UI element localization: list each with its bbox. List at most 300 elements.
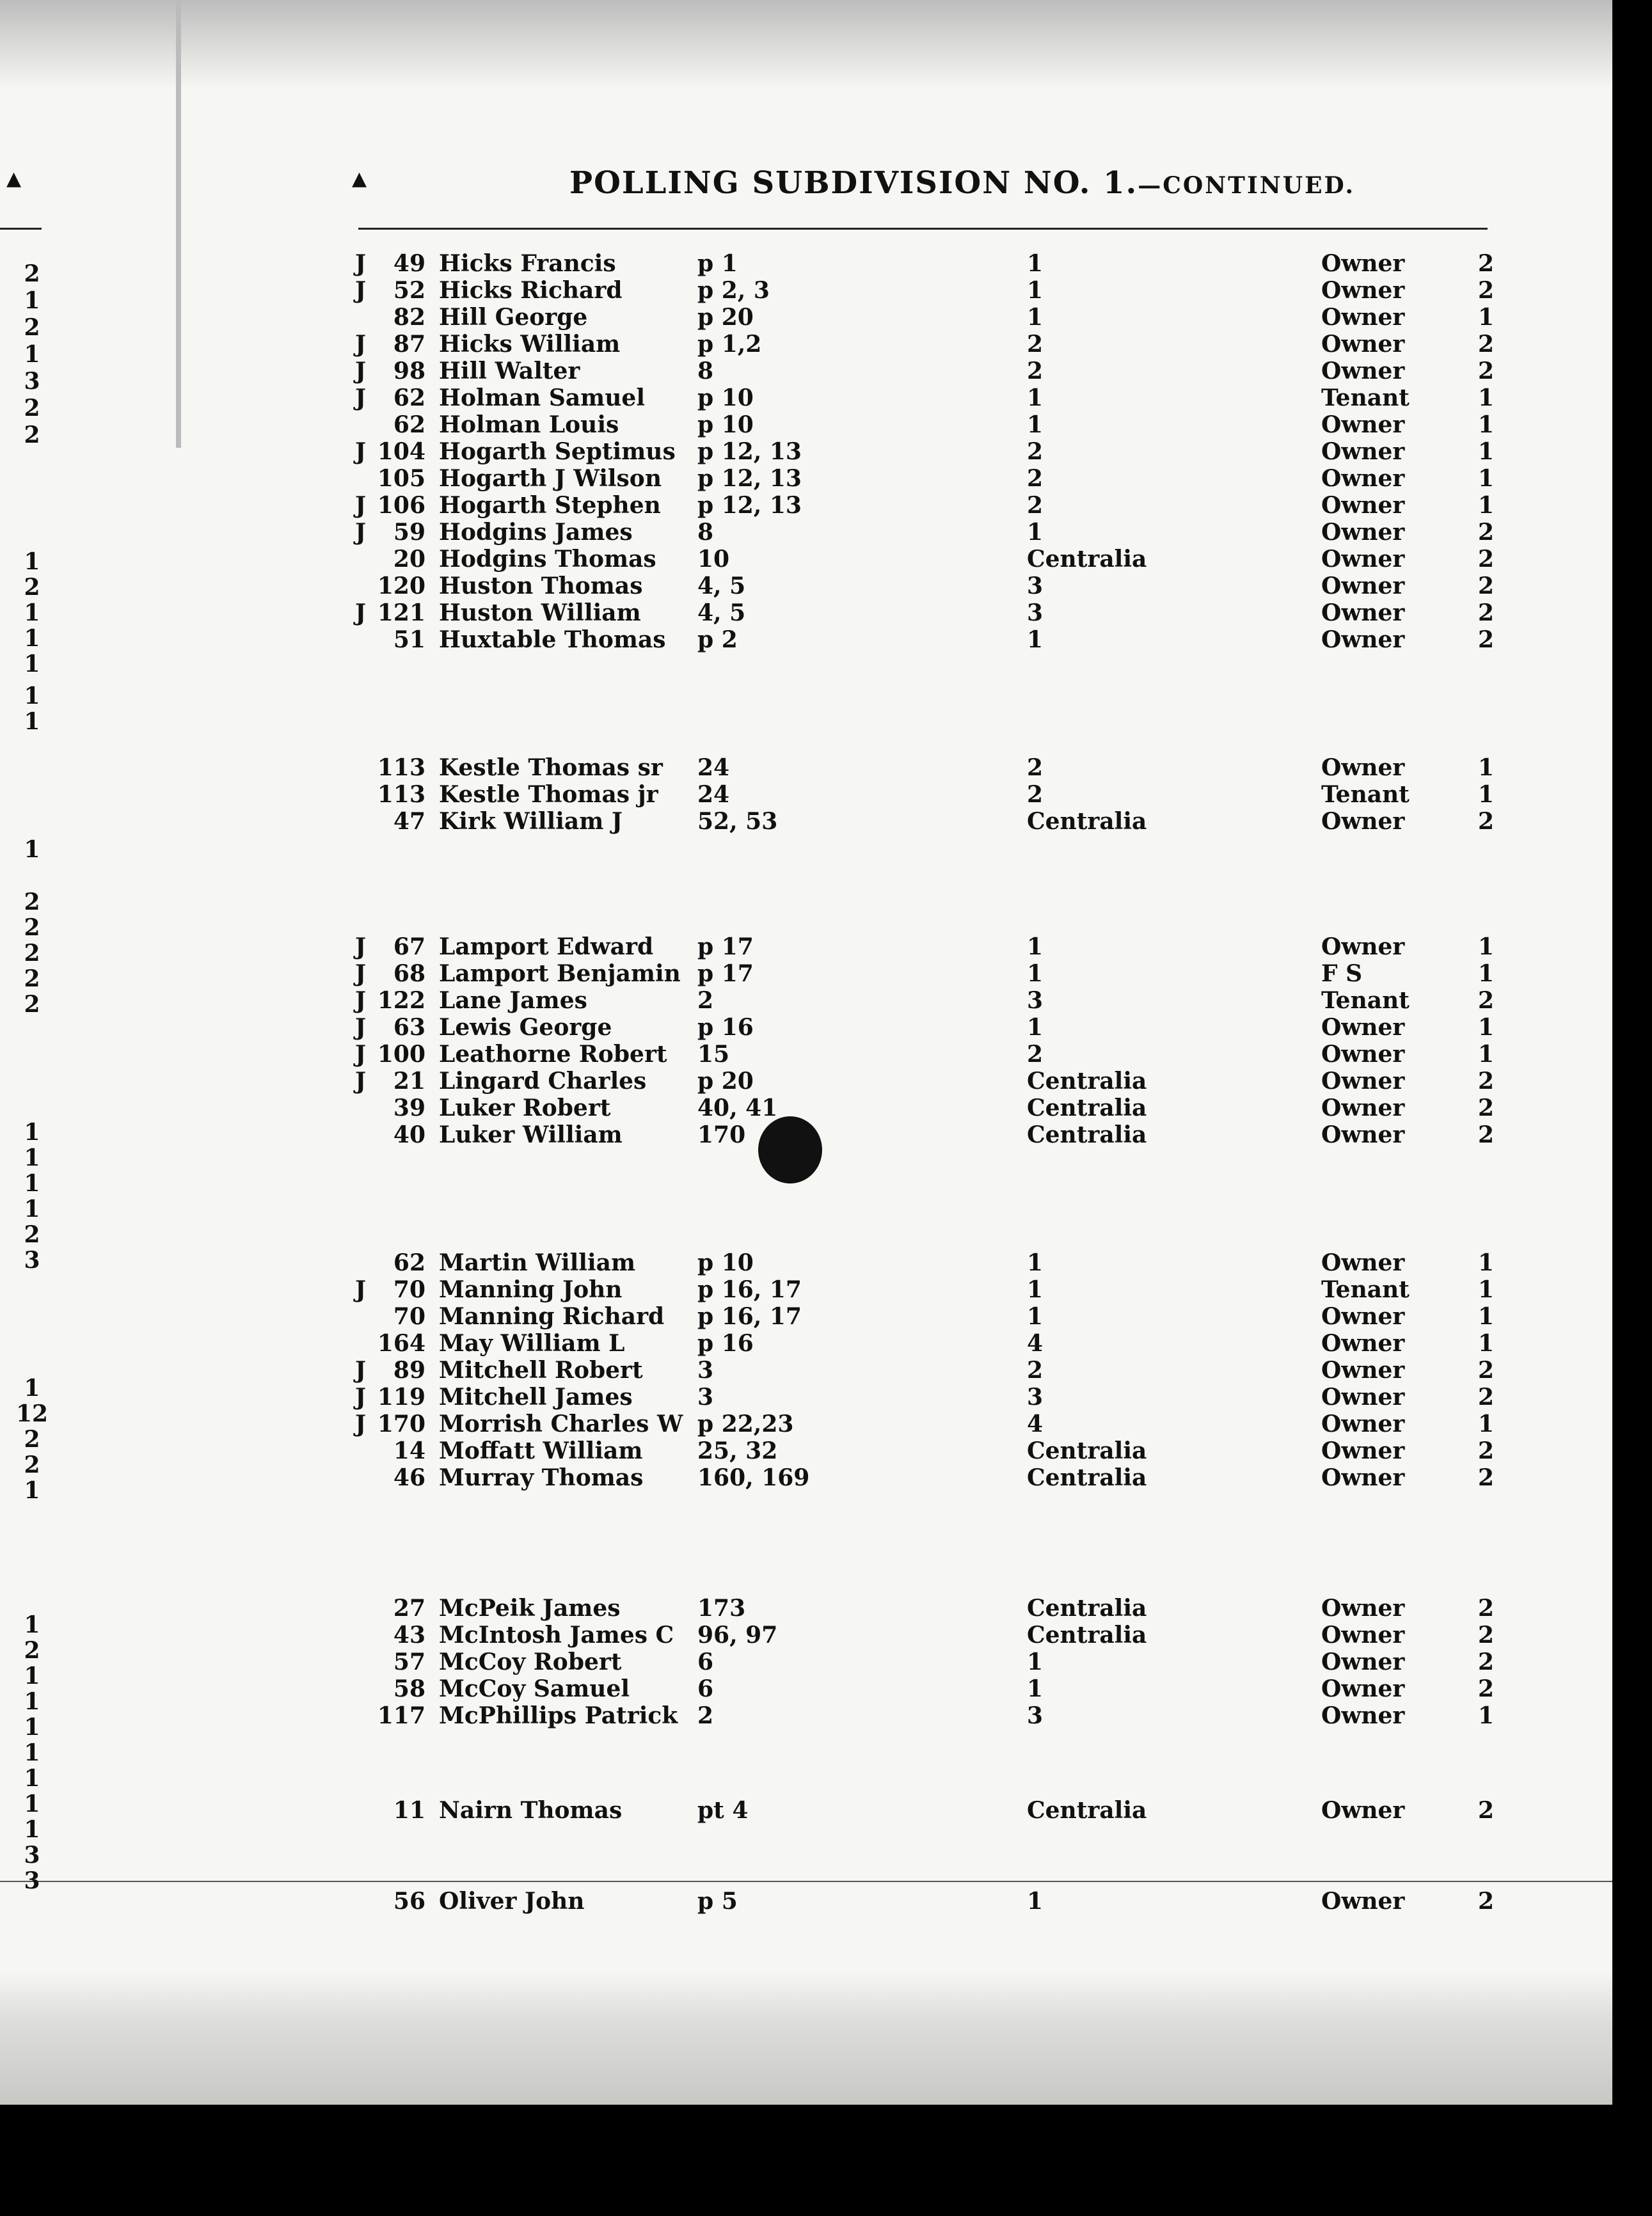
entry-class: 1 [1478,1014,1495,1041]
left-number: 1 [24,548,40,575]
entry-name: Moffatt William [439,1437,643,1464]
entry-lot: 4, 5 [697,599,746,626]
entry-concession: 1 [1027,519,1044,546]
entry-lot: 3 [697,1357,714,1384]
entry-title: Owner [1321,1797,1405,1824]
entry-lot: 10 [697,546,730,573]
left-number: 2 [24,914,40,941]
entry-title: Owner [1321,438,1405,465]
title-continued: —CONTINUED. [1138,172,1355,199]
table-row [0,988,1612,1013]
left-number: 1 [24,708,40,735]
entry-title: Owner [1321,1888,1405,1915]
entry-name: Martin William [439,1249,636,1276]
entry-name: McIntosh James C [439,1622,674,1649]
entry-title: Owner [1321,808,1405,835]
entry-class: 2 [1478,573,1495,599]
entry-lot: p 17 [697,960,754,987]
entry-title: Owner [1321,754,1405,781]
entry-title: Owner [1321,411,1405,438]
entry-number: 49 [393,250,425,277]
entry-concession: Centralia [1027,1095,1147,1121]
entry-name: Huston Thomas [439,573,643,599]
entry-lot: p 16, 17 [697,1303,802,1330]
entry-number: 119 [377,1384,425,1411]
entry-title: Owner [1321,1330,1405,1357]
entry-lot: p 1,2 [697,331,762,358]
entry-name: Nairn Thomas [439,1797,623,1824]
entry-number: 104 [377,438,425,465]
entry-concession: 2 [1027,781,1044,808]
entry-class: 2 [1478,1357,1495,1384]
entry-concession: Centralia [1027,1121,1147,1148]
entry-class: 2 [1478,1649,1495,1675]
left-number: 1 [24,287,40,314]
entry-concession: Centralia [1027,1797,1147,1824]
entry-title: Owner [1321,1357,1405,1384]
entry-class: 1 [1478,933,1495,960]
entry-name: Kestle Thomas sr [439,754,663,781]
entry-number: 70 [393,1276,425,1303]
entry-number: 14 [393,1437,425,1464]
left-number: 1 [24,1119,40,1146]
entry-flag: J [355,933,367,960]
entry-number: 82 [393,304,425,331]
left-number: 2 [24,422,40,448]
left-number: 1 [24,1663,40,1690]
entry-title: Owner [1321,1041,1405,1068]
entry-number: 68 [393,960,425,987]
entry-title: Owner [1321,1068,1405,1095]
entry-concession: 1 [1027,1675,1044,1702]
entry-class: 2 [1478,1595,1495,1622]
left-number: 1 [24,1816,40,1843]
entry-title: Owner [1321,1464,1405,1491]
entry-name: Holman Louis [439,411,619,438]
entry-number: 62 [393,411,425,438]
entry-concession: 4 [1027,1411,1044,1437]
table-row [0,439,1612,464]
entry-title: Owner [1321,1595,1405,1622]
entry-lot: p 1 [697,250,738,277]
entry-flag: J [355,1014,367,1041]
entry-flag: J [355,1276,367,1303]
table-row [0,278,1612,303]
left-number: 1 [24,1791,40,1817]
entry-title: Owner [1321,1702,1405,1729]
entry-number: 40 [393,1121,425,1148]
entry-number: 21 [393,1068,425,1095]
entry-lot: 2 [697,987,714,1014]
caret-mark-icon: ▲ [6,168,22,190]
left-number: 1 [24,1144,40,1171]
left-number: 1 [24,1477,40,1504]
table-row [0,1304,1612,1329]
caret-mark-icon: ▲ [352,168,367,190]
entry-concession: Centralia [1027,1622,1147,1649]
entry-lot: 8 [697,519,714,546]
entry-title: Owner [1321,519,1405,546]
entry-flag: J [355,438,367,465]
entry-title: Owner [1321,933,1405,960]
entry-flag: J [355,277,367,304]
entry-lot: p 16, 17 [697,1276,802,1303]
entry-lot: p 12, 13 [697,492,802,519]
entry-name: Hicks Richard [439,277,623,304]
entry-flag: J [355,1411,367,1437]
entry-number: 46 [393,1464,425,1491]
entry-class: 2 [1478,1797,1495,1824]
entry-number: 62 [393,1249,425,1276]
entry-number: 11 [393,1797,425,1824]
left-number: 1 [24,1714,40,1741]
left-number: 1 [24,1765,40,1792]
entry-flag: J [355,1068,367,1095]
entry-lot: p 10 [697,411,754,438]
entry-class: 2 [1478,808,1495,835]
entry-class: 2 [1478,546,1495,573]
entry-title: Owner [1321,250,1405,277]
entry-class: 1 [1478,465,1495,492]
entry-lot: p 16 [697,1014,754,1041]
table-row [0,809,1612,834]
table-row [0,961,1612,986]
entry-name: Hogarth Stephen [439,492,661,519]
entry-number: 122 [377,987,425,1014]
entry-number: 39 [393,1095,425,1121]
entry-class: 2 [1478,1675,1495,1702]
entry-name: Lamport Benjamin [439,960,681,987]
entry-number: 20 [393,546,425,573]
entry-lot: 40, 41 [697,1095,778,1121]
entry-name: Hill Walter [439,358,580,384]
entry-lot: p 12, 13 [697,465,802,492]
entry-number: 57 [393,1649,425,1675]
entry-title: Tenant [1321,384,1410,411]
entry-class: 2 [1478,987,1495,1014]
table-row [0,1357,1612,1383]
left-rule [0,228,42,230]
entry-name: Mitchell Robert [439,1357,643,1384]
entry-concession: 1 [1027,1249,1044,1276]
entry-class: 2 [1478,1095,1495,1121]
entry-lot: p 16 [697,1330,754,1357]
entry-name: Hodgins James [439,519,633,546]
entry-name: Huxtable Thomas [439,626,666,653]
entry-lot: p 2 [697,626,738,653]
entry-name: Kestle Thomas jr [439,781,658,808]
entry-number: 62 [393,384,425,411]
table-row [0,519,1612,545]
entry-class: 1 [1478,304,1495,331]
entry-concession: 2 [1027,754,1044,781]
table-row [0,755,1612,780]
page-title [569,165,1355,201]
entry-concession: 1 [1027,933,1044,960]
table-row [0,1411,1612,1437]
entry-concession: 1 [1027,1014,1044,1041]
entry-class: 2 [1478,331,1495,358]
entry-flag: J [355,250,367,277]
entry-flag: J [355,960,367,987]
entry-class: 1 [1478,754,1495,781]
table-row [0,1649,1612,1675]
entry-number: 120 [377,573,425,599]
entry-title: Owner [1321,546,1405,573]
entry-concession: Centralia [1027,1068,1147,1095]
entry-title: Tenant [1321,987,1410,1014]
left-number: 1 [24,1196,40,1223]
left-number: 1 [24,625,40,652]
left-number: 2 [24,1426,40,1453]
entry-concession: 2 [1027,331,1044,358]
left-number: 12 [15,1400,49,1427]
entry-lot: p 17 [697,933,754,960]
entry-lot: 8 [697,358,714,384]
entry-number: 121 [377,599,425,626]
entry-lot: 173 [697,1595,746,1622]
entry-concession: 3 [1027,987,1044,1014]
left-number: 2 [24,314,40,341]
entry-class: 1 [1478,781,1495,808]
left-number: 1 [24,1375,40,1402]
left-number: 3 [24,1842,40,1869]
entry-concession: 2 [1027,1041,1044,1068]
entry-number: 100 [377,1041,425,1068]
entry-lot: 24 [697,754,730,781]
page-bottom-shading [0,1970,1612,2105]
entry-lot: 15 [697,1041,730,1068]
entry-concession: Centralia [1027,546,1147,573]
entry-title: F S [1321,960,1363,987]
table-row [0,1331,1612,1356]
entry-number: 27 [393,1595,425,1622]
left-number: 1 [24,341,40,368]
table-row [0,546,1612,575]
left-number: 2 [24,889,40,915]
table-row [0,1041,1612,1067]
entry-concession: 1 [1027,250,1044,277]
entry-lot: p 22,23 [697,1411,794,1437]
entry-number: 98 [393,358,425,384]
entry-title: Owner [1321,1249,1405,1276]
entry-concession: 1 [1027,277,1044,304]
entry-number: 43 [393,1622,425,1649]
entry-title: Owner [1321,1437,1405,1464]
entry-concession: Centralia [1027,1595,1147,1622]
table-row [0,1703,1612,1729]
entry-number: 106 [377,492,425,519]
table-row [0,1384,1612,1410]
entry-name: Lewis George [439,1014,612,1041]
table-row [0,1676,1612,1702]
table-row [0,1465,1612,1491]
entry-title: Owner [1321,1303,1405,1330]
entry-title: Owner [1321,331,1405,358]
entry-name: Hogarth J Wilson [439,465,662,492]
entry-number: 87 [393,331,425,358]
entry-title: Owner [1321,358,1405,384]
entry-name: Hicks Francis [439,250,616,277]
entry-class: 2 [1478,250,1495,277]
entry-number: 164 [377,1330,425,1357]
entry-name: McPhillips Patrick [439,1702,678,1729]
entry-class: 2 [1478,1464,1495,1491]
entry-concession: 2 [1027,1357,1044,1384]
table-row [0,493,1612,518]
entry-number: 113 [377,781,425,808]
entry-name: Lamport Edward [439,933,654,960]
table-row [0,573,1612,599]
entry-number: 89 [393,1357,425,1384]
entry-number: 58 [393,1675,425,1702]
entry-flag: J [355,384,367,411]
entry-class: 2 [1478,1437,1495,1464]
entry-name: Mitchell James [439,1384,633,1411]
entry-class: 1 [1478,1702,1495,1729]
entry-title: Owner [1321,573,1405,599]
entry-concession: 3 [1027,599,1044,626]
entry-lot: p 10 [697,1249,754,1276]
entry-concession: 1 [1027,960,1044,987]
table-row [0,1888,1612,1914]
entry-number: 105 [377,465,425,492]
entry-flag: J [355,1357,367,1384]
fold-rule [0,1881,1612,1882]
entry-name: Luker William [439,1121,623,1148]
entry-concession: 1 [1027,1303,1044,1330]
entry-flag: J [355,492,367,519]
entry-class: 2 [1478,277,1495,304]
entry-name: Leathorne Robert [439,1041,667,1068]
entry-number: 63 [393,1014,425,1041]
left-number: 1 [24,599,40,626]
left-number: 3 [24,368,40,395]
entry-lot: 96, 97 [697,1622,778,1649]
entry-number: 67 [393,933,425,960]
entry-number: 59 [393,519,425,546]
entry-title: Owner [1321,1622,1405,1649]
entry-title: Owner [1321,304,1405,331]
entry-lot: 3 [697,1384,714,1411]
left-number: 2 [24,940,40,967]
header-rule [358,228,1488,230]
entry-name: Lingard Charles [439,1068,647,1095]
entry-number: 56 [393,1888,425,1915]
left-number: 1 [24,651,40,677]
entry-title: Owner [1321,277,1405,304]
table-row [0,305,1612,330]
entry-lot: 52, 53 [697,808,778,835]
left-number: 2 [24,965,40,992]
entry-flag: J [355,358,367,384]
entry-name: May William L [439,1330,625,1357]
entry-lot: p 12, 13 [697,438,802,465]
entry-flag: J [355,331,367,358]
entry-number: 113 [377,754,425,781]
entry-title: Owner [1321,1649,1405,1675]
entry-concession: 1 [1027,304,1044,331]
table-row [0,1595,1612,1621]
entry-lot: 2 [697,1702,714,1729]
entry-flag: J [355,987,367,1014]
entry-class: 2 [1478,519,1495,546]
entry-number: 70 [393,1303,425,1330]
entry-number: 170 [377,1411,425,1437]
entry-concession: 3 [1027,1384,1044,1411]
table-row [0,782,1612,807]
entry-title: Tenant [1321,1276,1410,1303]
entry-name: Holman Samuel [439,384,645,411]
title-main: POLLING SUBDIVISION NO. 1. [569,165,1138,201]
entry-title: Owner [1321,1675,1405,1702]
entry-lot: p 2, 3 [697,277,770,304]
entry-lot: 6 [697,1675,714,1702]
entry-title: Owner [1321,626,1405,653]
entry-concession: 2 [1027,438,1044,465]
entry-title: Owner [1321,1121,1405,1148]
entry-class: 2 [1478,626,1495,653]
entry-lot: 6 [697,1649,714,1675]
entry-concession: 3 [1027,1702,1044,1729]
entry-concession: 2 [1027,358,1044,384]
entry-class: 2 [1478,1622,1495,1649]
table-row [0,1095,1612,1121]
left-number: 1 [24,836,40,863]
entry-title: Owner [1321,599,1405,626]
entry-concession: 1 [1027,1276,1044,1303]
entry-concession: Centralia [1027,1464,1147,1491]
entry-title: Tenant [1321,781,1410,808]
table-row [0,466,1612,491]
entry-name: Hicks William [439,331,621,358]
table-row [0,412,1612,438]
table-row [0,1250,1612,1276]
entry-lot: 4, 5 [697,573,746,599]
entry-name: Manning Richard [439,1303,665,1330]
entry-lot: p 20 [697,1068,754,1095]
entry-name: Kirk William J [439,808,623,835]
entry-class: 1 [1478,960,1495,987]
entry-name: Oliver John [439,1888,585,1915]
entry-name: McCoy Samuel [439,1675,630,1702]
entry-concession: 1 [1027,411,1044,438]
entry-concession: Centralia [1027,1437,1147,1464]
entry-name: Morrish Charles W [439,1411,683,1437]
entry-concession: 1 [1027,384,1044,411]
entry-title: Owner [1321,492,1405,519]
left-number: 2 [24,395,40,422]
left-number: 1 [24,1739,40,1766]
entry-number: 47 [393,808,425,835]
table-row [0,1438,1612,1464]
entry-concession: 2 [1027,492,1044,519]
entry-class: 2 [1478,599,1495,626]
entry-lot: 24 [697,781,730,808]
entry-name: Manning John [439,1276,623,1303]
table-row [0,251,1612,276]
entry-class: 1 [1478,1303,1495,1330]
left-number: 1 [24,1688,40,1715]
entry-lot: p 10 [697,384,754,411]
ink-blot [758,1116,822,1183]
entry-class: 1 [1478,492,1495,519]
left-number: 2 [24,574,40,601]
left-number: 2 [24,1637,40,1664]
entry-class: 2 [1478,358,1495,384]
entry-flag: J [355,599,367,626]
table-row [0,1015,1612,1040]
